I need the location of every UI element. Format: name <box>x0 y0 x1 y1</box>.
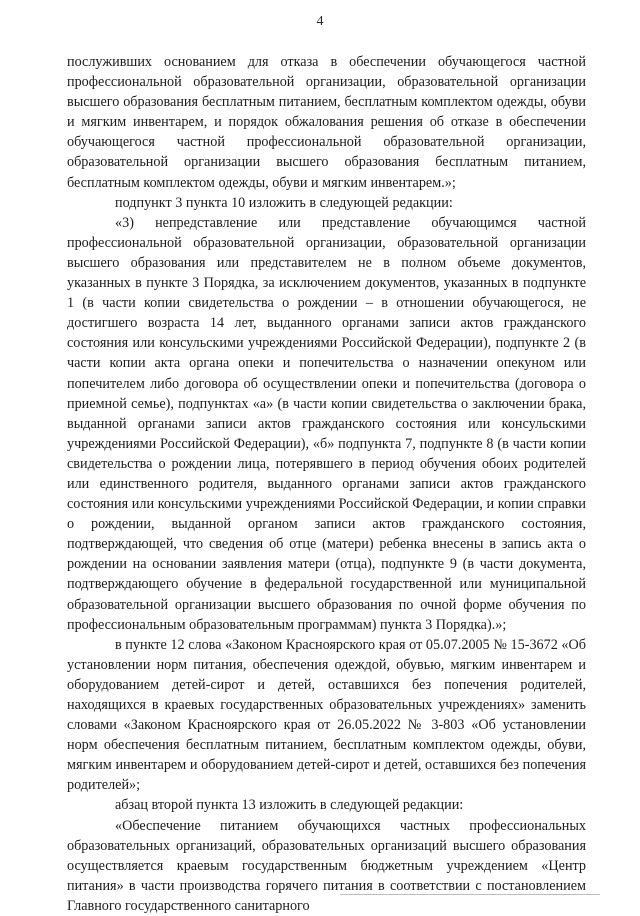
paragraph-3: «3) непредставление или представление обучающимся частной профессиональной образовательной организации, образовательной организации высшего образования или представителем не в полном объеме документов, указанных в пункте 3 Порядка, за исключением документов, указанных в подпункте 1 (в части копии свидетельства о рождении – в отношении обучающегося, не достигшего возраста 14 лет, выданного органами записи актов гражданского состояния или консульскими учреждениями Российской Федерации), подпункте 2 (в части копии акта органа опеки и попечительства о назначении опекуном или попечителем либо договора об осуществлении опеки и попечительства (договора о приемной семье), подпунктах «а» (в части копии свидетельства о заключении брака, выданной органами записи актов гражданского состояния или консульскими учреждениями Российской Федерации), «б» подпункта 7, подпункте 8 (в части копии свидетельства о рождении лица, потерявшего в период обучения обоих родителей или единственного родителя, выданного органами записи актов гражданского состояния или консульскими учреждениями Российской Федерации, и копии справки о рождении, выданной органом записи актов гражданского состояния, подтверждающей, что сведения об отце (матери) ребенка внесены в запись акта о рождении на основании заявления матери (отца), подпункте 9 (в части документа, подтверждающего обучение в федеральной государственной или муниципальной образовательной организации высшего образования по очной форме обучения по профессиональным образовательным программам) пункта 3 Порядка).»; <box>67 214 586 633</box>
page-number: 4 <box>316 14 324 29</box>
paragraph-1: послуживших основанием для отказа в обеспечении обучающегося частной профессиональной образовательной организации, образовательной организации высшего образования бесплатным питанием, бесплатным комплектом одежды, обуви и мягким инвентарем, и порядок обжалования решения об отказе в обеспечении обучающегося частной профессиональной образовательной организации, образовательной организации высшего образования бесплатным питанием, бесплатным комплектом одежды, обуви и мягким инвентарем.»; <box>67 54 586 191</box>
paragraph-4: в пункте 12 слова «Законом Красноярского края от 05.07.2005 № 15-3672 «Об установлении норм питания, обеспечения одеждой, обувью, мягким инвентарем и оборудованием детей-сирот и детей, оставшихся без попечения родителей, находящихся в краевых государственных образовательных учреждениях» заменить словами «Законом Красноярского края от 26.05.2022 № 3-803 «Об установлении норм обеспечения бесплатным питанием, бесплатным комплектом одежды, обуви, мягким инвентарем и оборудованием детей-сирот и детей, оставшихся без попечения родителей»; <box>67 636 586 794</box>
document-body <box>67 52 586 916</box>
scan-edge-divider <box>340 894 600 895</box>
paragraph-6: «Обеспечение питанием обучающихся частных профессиональных образовательных организаций, образовательных организаций высшего образования осуществляется краевым государственным бюджетным учреждением «Центр питания» в части производства горячего питания в соответствии с постановлением Главного государственного санитарного <box>67 817 586 914</box>
paragraph-2: подпункт 3 пункта 10 изложить в следующей редакции: <box>115 194 453 211</box>
paragraph-5: абзац второй пункта 13 изложить в следующей редакции: <box>115 797 464 814</box>
